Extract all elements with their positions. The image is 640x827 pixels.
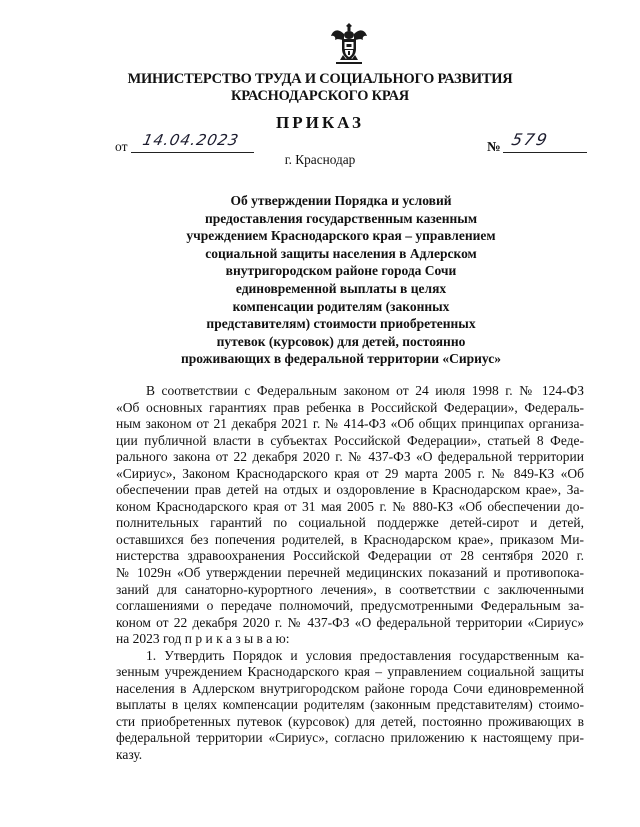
city: г. Краснодар [284,152,356,167]
ministry-line-2: КРАСНОДАРСКОГО КРАЯ [231,88,409,104]
text-line: выплаты в целях компенсации родителям (законным представителям) стоимо- [116,697,584,713]
ministry-line-1: МИНИСТЕРСТВО ТРУДА И СОЦИАЛЬНОГО РАЗВИТИЯ [127,71,513,87]
text-line: сти приобретенных путевок (курсовок) для детей, постоянно проживающих в [116,713,584,729]
subject-line: единовременной выплаты в целях [235,280,447,296]
text-line: полнительных гарантий по социальной поддержке детей-сирот и детей, [116,515,584,531]
text-line: коном от 22 декабря 2020 г. № 437-ФЗ «О федеральной территории «Сириус» [116,614,584,630]
order-date: 14.04.2023 [141,131,241,149]
coat-of-arms-icon [330,22,368,66]
text-line: «Сириус», Законом Краснодарского края от 29 марта 2005 г. № 849-КЗ «Об [116,465,584,481]
clause-1-paragraph [116,648,584,764]
text-line: коном Краснодарского края от 31 мая 2005 г. № 880-КЗ «Об обеспечении до- [116,498,584,514]
text-line: 1. Утвердить Порядок и условия предоставления государственным ка- [146,647,584,663]
subject-line: представителям) стоимости приобретенных [206,316,476,332]
text-line: федеральной территории «Сириус», согласно приложению к настоящему при- [116,730,584,746]
ministry-name [0,71,640,105]
text-line: ции публичной власти в субъектах Российской Федерации», статьей 8 Феде- [116,432,584,448]
number-prefix: № [487,139,501,154]
subject-line: компенсации родителям (законных [232,298,450,314]
text-line: № 1029н «Об утверждении перечней медицинских показаний и противопока- [116,565,584,581]
text-line: ным законом от 21 декабря 2021 г. № 414-ФЗ «Об общих принципах организа- [116,416,584,432]
subject-line: Об утверждении Порядка и условий [230,193,452,208]
order-number: 579 [509,130,551,149]
text-line: казу. [116,747,143,763]
order-body [116,383,584,764]
text-line: рального закона от 22 декабря 2020 г. № 437-ФЗ «О федеральной территории [116,449,584,465]
text-line: заний для санаторно-курортного лечения», в соответствии с заключенными [116,581,584,597]
text-line: обеспечении прав детей на отдых и оздоровление в Краснодарском крае», За- [116,482,584,498]
text-line: зенным учреждением Краснодарского края – управлением социальной защиты [116,664,584,680]
text-line: оставшихся без попечения родителей, в Краснодарском крае», приказом Ми- [116,531,584,547]
subject-line: путевок (курсовок) для детей, постоянно [216,333,466,349]
text-line: нистерства здравоохранения Российской Федерации от 28 сентября 2020 г. [116,548,584,564]
text-line: населения в Адлерском внутригородском районе города Сочи единовременной [116,680,584,696]
text-line: соглашениями о передаче полномочий, предусмотренными Федеральным за- [116,598,584,614]
text-line: В соответствии с Федеральным законом от 24 июля 1998 г. № 124-ФЗ [146,383,584,398]
order-subject [150,192,532,368]
order-title: ПРИКАЗ [276,113,364,132]
subject-line: проживающих в федеральной территории «Сириус» [180,351,502,367]
subject-line: внутригородском районе города Сочи [225,263,457,279]
subject-line: предоставления государственным казенным [204,210,478,226]
text-line: на 2023 год п р и к а з ы в а ю: [116,631,290,647]
text-line: «Об основных гарантиях прав ребенка в Российской Федерации», Федераль- [116,399,584,415]
date-prefix: от [115,139,128,154]
subject-line: учреждением Краснодарского края – управлением [186,228,496,244]
subject-line: социальной защиты населения в Адлерском [205,245,477,261]
preamble-paragraph [116,383,584,648]
